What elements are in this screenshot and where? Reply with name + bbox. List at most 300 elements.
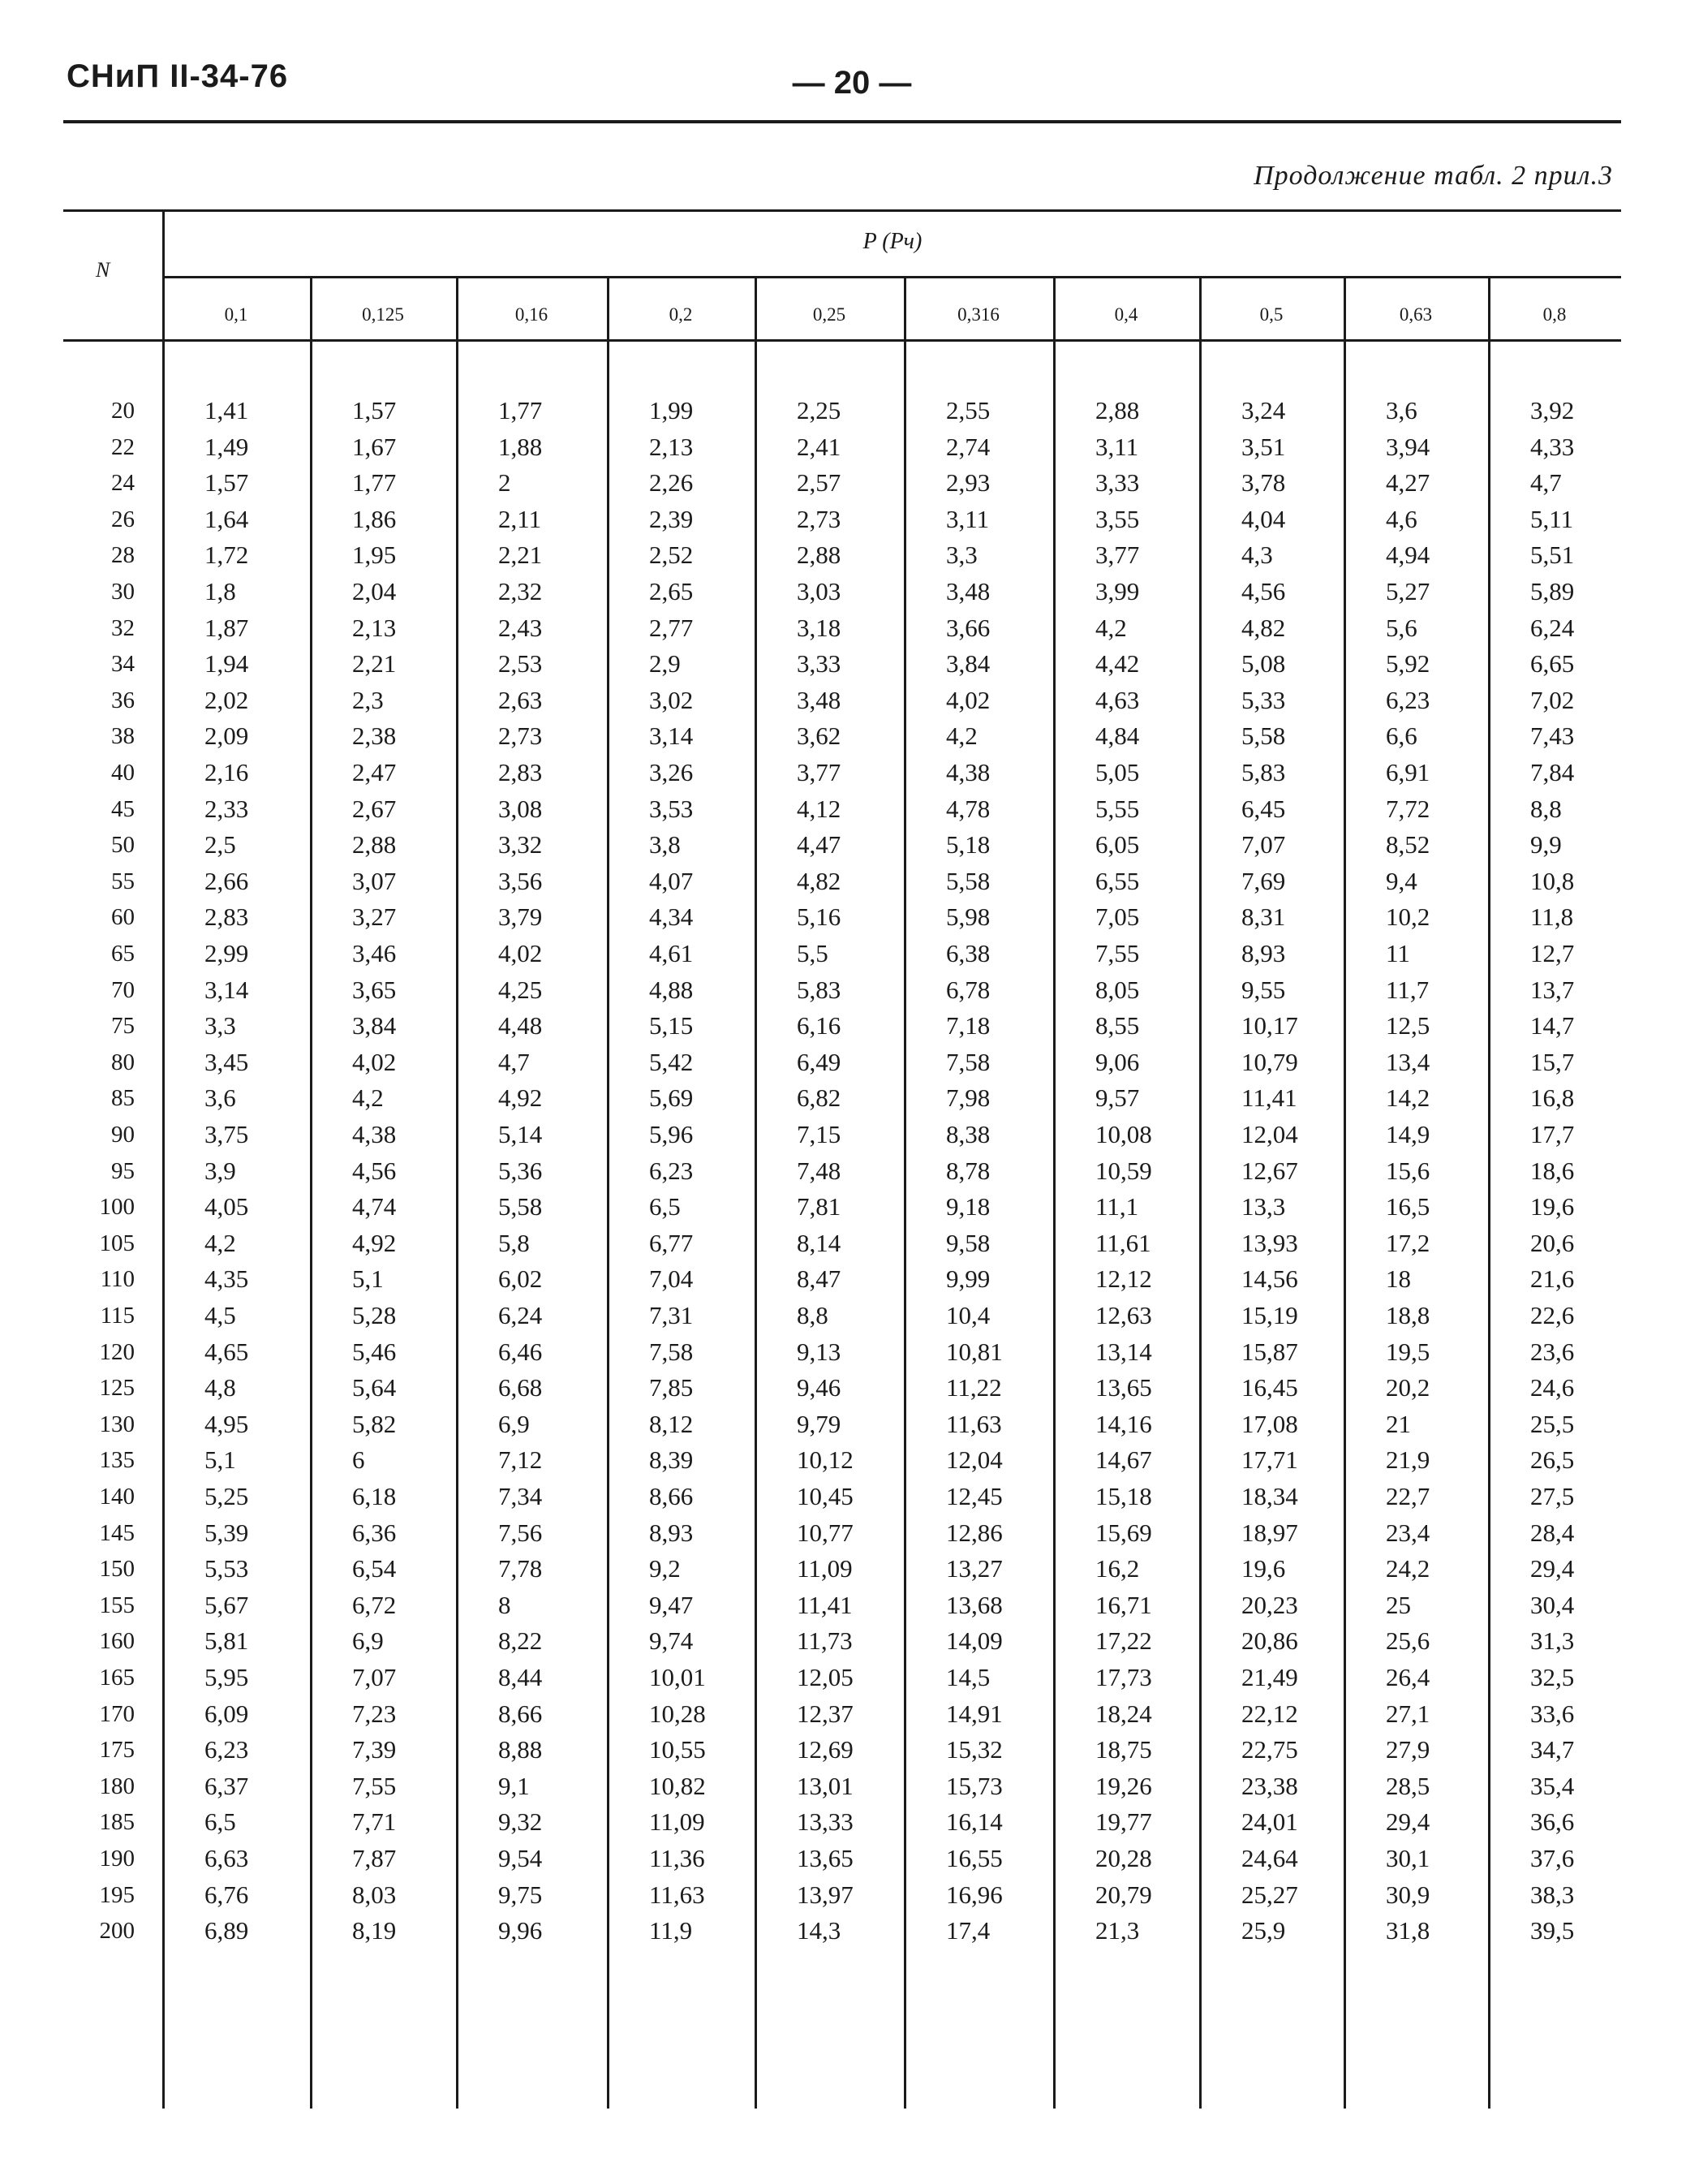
table-cell: 16,45 bbox=[1241, 1373, 1298, 1402]
table-cell: 2,41 bbox=[797, 432, 841, 461]
table-cell: 3,51 bbox=[1241, 432, 1286, 461]
table-cell: 3,24 bbox=[1241, 396, 1286, 424]
table-cell: 3,11 bbox=[946, 504, 990, 533]
table-cell: 11,61 bbox=[1095, 1228, 1151, 1257]
table-cell: 3,92 bbox=[1530, 396, 1575, 424]
table-cell: 6,77 bbox=[649, 1228, 694, 1257]
table-cell: 3,11 bbox=[1095, 432, 1139, 461]
table-cell: 13,33 bbox=[797, 1807, 854, 1837]
table-cell: 14,2 bbox=[1386, 1083, 1430, 1113]
column-rule bbox=[607, 276, 609, 2109]
table-cell: 25,6 bbox=[1386, 1626, 1430, 1656]
table-cell: 6,24 bbox=[1530, 613, 1575, 642]
table-cell: 8,19 bbox=[352, 1916, 397, 1945]
table-cell: 4,35 bbox=[204, 1264, 249, 1294]
row-label: 38 bbox=[111, 723, 135, 750]
table-cell: 2,83 bbox=[498, 758, 543, 786]
table-cell: 7,23 bbox=[352, 1699, 397, 1728]
table-cell: 13,65 bbox=[797, 1844, 854, 1872]
column-rule bbox=[904, 276, 906, 2109]
column-rule bbox=[162, 209, 165, 2109]
table-cell: 2,57 bbox=[797, 468, 841, 498]
column-header: 0,5 bbox=[1259, 304, 1284, 325]
table-cell: 4,82 bbox=[1241, 613, 1286, 642]
table-cell: 2,67 bbox=[352, 794, 397, 823]
table-cell: 3,26 bbox=[649, 758, 694, 786]
row-label: 150 bbox=[99, 1556, 135, 1583]
table-cell: 23,6 bbox=[1530, 1337, 1575, 1366]
table-cell: 4,7 bbox=[1530, 468, 1562, 498]
table-cell: 2,5 bbox=[204, 830, 236, 859]
table-cell: 17,71 bbox=[1241, 1445, 1298, 1475]
table-cell: 11 bbox=[1386, 939, 1410, 967]
table-cell: 10,4 bbox=[946, 1301, 991, 1329]
table-cell: 9,13 bbox=[797, 1337, 841, 1366]
row-label: 55 bbox=[111, 868, 135, 894]
table-cell: 16,14 bbox=[946, 1807, 1003, 1837]
table-cell: 14,56 bbox=[1241, 1264, 1298, 1294]
table-head-rule bbox=[63, 339, 1621, 342]
table-cell: 24,64 bbox=[1241, 1844, 1298, 1872]
table-cell: 1,95 bbox=[352, 541, 397, 570]
table-cell: 5,39 bbox=[204, 1518, 249, 1547]
table-cell: 22,6 bbox=[1530, 1301, 1575, 1329]
table-cell: 11,09 bbox=[797, 1554, 853, 1583]
table-cell: 8,38 bbox=[946, 1120, 991, 1148]
table-cell: 7,55 bbox=[352, 1771, 397, 1800]
table-cell: 15,18 bbox=[1095, 1482, 1152, 1510]
table-cell: 3,08 bbox=[498, 794, 543, 823]
table-cell: 3,02 bbox=[649, 685, 694, 714]
table-cell: 5,98 bbox=[946, 902, 991, 932]
table-cell: 6,68 bbox=[498, 1373, 543, 1402]
table-cell: 7,12 bbox=[498, 1445, 543, 1475]
table-cell: 9,1 bbox=[498, 1771, 530, 1800]
table-cell: 2,93 bbox=[946, 468, 991, 498]
table-cell: 2,9 bbox=[649, 649, 681, 678]
table-cell: 34,7 bbox=[1530, 1735, 1575, 1764]
table-cell: 10,2 bbox=[1386, 902, 1430, 932]
table-cell: 21,49 bbox=[1241, 1663, 1298, 1691]
table-cell: 5,96 bbox=[649, 1120, 694, 1148]
row-label: 20 bbox=[111, 398, 135, 424]
table-cell: 6,38 bbox=[946, 939, 991, 967]
table-cell: 4,48 bbox=[498, 1011, 543, 1040]
table-cell: 9,99 bbox=[946, 1264, 991, 1294]
table-cell: 8,52 bbox=[1386, 830, 1430, 859]
table-cell: 13,01 bbox=[797, 1771, 854, 1800]
table-cell: 4,56 bbox=[1241, 577, 1286, 605]
table-cell: 4,65 bbox=[204, 1337, 249, 1366]
table-cell: 21,9 bbox=[1386, 1445, 1430, 1475]
table-cell: 4,95 bbox=[204, 1409, 249, 1438]
table-cell: 3,79 bbox=[498, 902, 543, 932]
table-cell: 21 bbox=[1386, 1409, 1411, 1438]
table-cell: 4,63 bbox=[1095, 685, 1140, 714]
table-cell: 5,1 bbox=[352, 1264, 384, 1294]
table-cell: 5,18 bbox=[946, 830, 991, 859]
table-cell: 2,66 bbox=[204, 866, 249, 895]
table-cell: 20,23 bbox=[1241, 1590, 1298, 1619]
table-cell: 7,04 bbox=[649, 1264, 694, 1294]
row-label: 95 bbox=[111, 1157, 135, 1184]
table-cell: 1,86 bbox=[352, 504, 397, 533]
table-cell: 10,79 bbox=[1241, 1047, 1298, 1076]
table-cell: 5,14 bbox=[498, 1120, 543, 1148]
row-label: 135 bbox=[99, 1447, 135, 1474]
column-header: 0,63 bbox=[1399, 304, 1433, 325]
row-label: 190 bbox=[99, 1846, 135, 1872]
table-cell: 10,8 bbox=[1530, 866, 1575, 895]
page-number: — 20 — bbox=[792, 65, 912, 101]
table-cell: 4,8 bbox=[204, 1373, 236, 1402]
table-cell: 1,77 bbox=[352, 468, 397, 498]
table-cell: 6,37 bbox=[204, 1771, 249, 1800]
table-cell: 9,46 bbox=[797, 1373, 841, 1402]
table-cell: 2,88 bbox=[1095, 396, 1140, 424]
table-cell: 27,1 bbox=[1386, 1699, 1430, 1728]
column-rule bbox=[1199, 276, 1202, 2109]
table-cell: 5,69 bbox=[649, 1083, 694, 1113]
row-label: 80 bbox=[111, 1049, 135, 1075]
table-cell: 23,4 bbox=[1386, 1518, 1430, 1547]
row-label: 140 bbox=[99, 1484, 135, 1510]
table-cell: 3,03 bbox=[797, 577, 841, 605]
table-cell: 16,8 bbox=[1530, 1083, 1575, 1113]
table-cell: 14,5 bbox=[946, 1663, 991, 1691]
table-cell: 13,27 bbox=[946, 1554, 1003, 1583]
table-cell: 20,28 bbox=[1095, 1844, 1152, 1872]
table-cell: 19,77 bbox=[1095, 1807, 1152, 1837]
table-cell: 1,8 bbox=[204, 577, 236, 605]
table-cell: 1,94 bbox=[204, 649, 249, 678]
table-cell: 5,81 bbox=[204, 1626, 249, 1656]
row-label: 185 bbox=[99, 1809, 135, 1836]
table-cell: 4,2 bbox=[1095, 613, 1127, 642]
table-cell: 2,09 bbox=[204, 722, 249, 751]
table-cell: 7,98 bbox=[946, 1083, 991, 1113]
table-cell: 2,3 bbox=[352, 685, 384, 714]
table-cell: 2,13 bbox=[649, 432, 694, 461]
table-cell: 15,87 bbox=[1241, 1337, 1298, 1366]
table-cell: 8,8 bbox=[797, 1301, 828, 1329]
table-cell: 6,23 bbox=[1386, 685, 1430, 714]
table-cell: 2,73 bbox=[498, 722, 543, 751]
table-cell: 3,14 bbox=[649, 722, 694, 751]
table-cell: 5,46 bbox=[352, 1337, 397, 1366]
table-cell: 15,32 bbox=[946, 1735, 1003, 1764]
table-cell: 4,05 bbox=[204, 1192, 249, 1221]
table-cell: 1,88 bbox=[498, 432, 543, 461]
table-cell: 2,25 bbox=[797, 396, 841, 424]
table-cell: 4,2 bbox=[946, 722, 978, 751]
table-cell: 12,45 bbox=[946, 1482, 1003, 1510]
table-cell: 2,11 bbox=[498, 504, 542, 533]
table-cell: 7,71 bbox=[352, 1807, 397, 1837]
table-cell: 13,4 bbox=[1386, 1047, 1430, 1076]
table-cell: 10,01 bbox=[649, 1663, 706, 1691]
table-cell: 24,6 bbox=[1530, 1373, 1575, 1402]
row-label: 110 bbox=[100, 1266, 135, 1293]
table-cell: 36,6 bbox=[1530, 1807, 1575, 1837]
table-cell: 2,65 bbox=[649, 577, 694, 605]
table-cell: 5,25 bbox=[204, 1482, 249, 1510]
table-cell: 15,6 bbox=[1386, 1156, 1430, 1185]
table-cell: 4,38 bbox=[352, 1120, 397, 1148]
table-cell: 2,21 bbox=[352, 649, 397, 678]
table-cell: 6,23 bbox=[204, 1735, 249, 1764]
table-cell: 6,5 bbox=[649, 1192, 681, 1221]
table-cell: 25,27 bbox=[1241, 1880, 1298, 1909]
table-cell: 5,33 bbox=[1241, 685, 1286, 714]
table-cell: 18,75 bbox=[1095, 1735, 1152, 1764]
table-cell: 5,95 bbox=[204, 1663, 249, 1691]
table-cell: 3,94 bbox=[1386, 432, 1430, 461]
table-cell: 9,9 bbox=[1530, 830, 1562, 859]
table-cell: 17,22 bbox=[1095, 1626, 1152, 1656]
table-cell: 5,8 bbox=[498, 1228, 530, 1257]
table-cell: 23,38 bbox=[1241, 1771, 1298, 1800]
table-cell: 4,56 bbox=[352, 1156, 397, 1185]
table-cell: 27,9 bbox=[1386, 1735, 1430, 1764]
table-cell: 7,72 bbox=[1386, 794, 1430, 823]
table-cell: 26,5 bbox=[1530, 1445, 1575, 1475]
column-rule bbox=[1053, 276, 1056, 2109]
table-cell: 20,79 bbox=[1095, 1880, 1152, 1909]
table-cell: 9,57 bbox=[1095, 1083, 1140, 1113]
table-cell: 26,4 bbox=[1386, 1663, 1430, 1691]
table-cell: 8,39 bbox=[649, 1445, 694, 1475]
row-label: 40 bbox=[111, 760, 135, 786]
row-label: 34 bbox=[111, 651, 135, 678]
table-cell: 11,9 bbox=[649, 1916, 693, 1945]
table-cell: 8,55 bbox=[1095, 1011, 1140, 1040]
table-cell: 11,22 bbox=[946, 1373, 1002, 1402]
column-header: 0,4 bbox=[1114, 304, 1138, 325]
column-rule bbox=[310, 276, 312, 2109]
table-cell: 5,58 bbox=[1241, 722, 1286, 751]
table-cell: 4,7 bbox=[498, 1047, 530, 1076]
table-cell: 16,2 bbox=[1095, 1554, 1140, 1583]
table-cell: 7,31 bbox=[649, 1301, 694, 1329]
column-rule bbox=[1344, 276, 1346, 2109]
table-cell: 11,73 bbox=[797, 1626, 853, 1656]
document-code: СНиП II-34-76 bbox=[67, 58, 289, 94]
table-cell: 16,5 bbox=[1386, 1192, 1430, 1221]
column-group-rule bbox=[162, 276, 1621, 278]
table-cell: 6,65 bbox=[1530, 649, 1575, 678]
table-cell: 3,07 bbox=[352, 866, 397, 895]
table-cell: 15,7 bbox=[1530, 1047, 1575, 1076]
table-cell: 2,88 bbox=[797, 541, 841, 570]
table-cell: 31,8 bbox=[1386, 1916, 1430, 1945]
table-cell: 28,4 bbox=[1530, 1518, 1575, 1547]
table-cell: 3,45 bbox=[204, 1047, 249, 1076]
table-cell: 3,77 bbox=[797, 758, 841, 786]
table-cell: 17,73 bbox=[1095, 1663, 1152, 1691]
table-cell: 5,89 bbox=[1530, 577, 1575, 605]
table-cell: 9,54 bbox=[498, 1844, 543, 1872]
table-cell: 2,83 bbox=[204, 902, 249, 932]
table-cell: 7,34 bbox=[498, 1482, 543, 1510]
table-cell: 16,96 bbox=[946, 1880, 1003, 1909]
row-label: 160 bbox=[99, 1628, 135, 1655]
table-cell: 7,55 bbox=[1095, 939, 1140, 967]
table-cell: 29,4 bbox=[1530, 1554, 1575, 1583]
table-cell: 10,81 bbox=[946, 1337, 1003, 1366]
table-cell: 12,86 bbox=[946, 1518, 1003, 1547]
column-rule bbox=[456, 276, 458, 2109]
table-cell: 1,64 bbox=[204, 504, 249, 533]
table-cell: 14,3 bbox=[797, 1916, 841, 1945]
table-cell: 6,55 bbox=[1095, 866, 1140, 895]
table-cell: 5,27 bbox=[1386, 577, 1430, 605]
table-cell: 1,67 bbox=[352, 432, 397, 461]
table-cell: 1,49 bbox=[204, 432, 249, 461]
table-cell: 1,41 bbox=[204, 396, 249, 424]
table-cell: 10,82 bbox=[649, 1771, 706, 1800]
table-cell: 30,9 bbox=[1386, 1880, 1430, 1909]
table-cell: 19,26 bbox=[1095, 1771, 1152, 1800]
column-header: 0,16 bbox=[514, 304, 548, 325]
table-cell: 12,05 bbox=[797, 1663, 854, 1691]
table-cell: 4,61 bbox=[649, 939, 694, 967]
table-cell: 5,11 bbox=[1530, 504, 1574, 533]
table-cell: 6,09 bbox=[204, 1699, 249, 1728]
table-cell: 12,7 bbox=[1530, 939, 1575, 967]
table-cell: 4,12 bbox=[797, 794, 841, 823]
row-label: 65 bbox=[111, 941, 135, 967]
table-cell: 1,87 bbox=[204, 613, 249, 642]
table-cell: 4,2 bbox=[352, 1083, 384, 1113]
table-cell: 30,1 bbox=[1386, 1844, 1430, 1872]
row-label: 195 bbox=[99, 1881, 135, 1908]
table-cell: 7,18 bbox=[946, 1011, 991, 1040]
table-cell: 14,7 bbox=[1530, 1011, 1575, 1040]
table-cell: 20,2 bbox=[1386, 1373, 1430, 1402]
table-cell: 6,46 bbox=[498, 1337, 543, 1366]
table-cell: 2,55 bbox=[946, 396, 991, 424]
table-cell: 19,5 bbox=[1386, 1337, 1430, 1366]
table-cell: 25 bbox=[1386, 1590, 1411, 1619]
row-label: 45 bbox=[111, 795, 135, 822]
table-cell: 9,75 bbox=[498, 1880, 543, 1909]
table-cell: 11,7 bbox=[1386, 975, 1430, 1004]
table-cell: 5,28 bbox=[352, 1301, 397, 1329]
table-cell: 18,6 bbox=[1530, 1156, 1575, 1185]
table-cell: 7,07 bbox=[352, 1663, 397, 1691]
table-cell: 11,41 bbox=[797, 1590, 853, 1619]
table-cell: 6,18 bbox=[352, 1482, 397, 1510]
row-label: 50 bbox=[111, 832, 135, 859]
table-cell: 7,58 bbox=[649, 1337, 694, 1366]
table-cell: 8,12 bbox=[649, 1409, 694, 1438]
row-label: 175 bbox=[99, 1737, 135, 1764]
table-cell: 4,3 bbox=[1241, 541, 1273, 570]
table-cell: 5,36 bbox=[498, 1156, 543, 1185]
table-cell: 3,6 bbox=[1386, 396, 1417, 424]
table-cell: 24,01 bbox=[1241, 1807, 1298, 1837]
table-cell: 1,77 bbox=[498, 396, 543, 424]
row-label: 85 bbox=[111, 1085, 135, 1112]
table-cell: 3,32 bbox=[498, 830, 543, 859]
table-cell: 37,6 bbox=[1530, 1844, 1575, 1872]
table-cell: 2,16 bbox=[204, 758, 249, 786]
table-cell: 10,45 bbox=[797, 1482, 854, 1510]
table-cell: 10,28 bbox=[649, 1699, 706, 1728]
table-cell: 2,63 bbox=[498, 685, 543, 714]
table-cell: 3,6 bbox=[204, 1083, 236, 1113]
table-cell: 12,12 bbox=[1095, 1264, 1152, 1294]
table-cell: 9,55 bbox=[1241, 975, 1286, 1004]
table-cell: 2,47 bbox=[352, 758, 397, 786]
row-label: 28 bbox=[111, 542, 135, 569]
table-cell: 1,57 bbox=[204, 468, 249, 498]
table-cell: 2,33 bbox=[204, 794, 249, 823]
table-cell: 6,78 bbox=[946, 975, 991, 1004]
row-label: 115 bbox=[100, 1303, 135, 1329]
table-cell: 3,9 bbox=[204, 1156, 236, 1185]
table-cell: 13,7 bbox=[1530, 975, 1575, 1004]
table-cell: 10,55 bbox=[649, 1735, 706, 1764]
table-cell: 4,04 bbox=[1241, 504, 1286, 533]
table-cell: 4,34 bbox=[649, 902, 694, 932]
table-cell: 2,39 bbox=[649, 504, 694, 533]
table-cell: 20,86 bbox=[1241, 1626, 1298, 1656]
table-cell: 3,18 bbox=[797, 613, 841, 642]
table-cell: 6 bbox=[352, 1445, 365, 1475]
table-cell: 5,83 bbox=[797, 975, 841, 1004]
table-cell: 8 bbox=[498, 1590, 511, 1619]
table-cell: 2,74 bbox=[946, 432, 991, 461]
table-cell: 6,23 bbox=[649, 1156, 694, 1185]
table-cell: 9,96 bbox=[498, 1916, 543, 1945]
column-header: 0,316 bbox=[957, 304, 1000, 325]
table-cell: 19,6 bbox=[1241, 1554, 1286, 1583]
table-cell: 12,67 bbox=[1241, 1156, 1298, 1185]
table-cell: 5,53 bbox=[204, 1554, 249, 1583]
table-cell: 5,83 bbox=[1241, 758, 1286, 786]
row-label: 170 bbox=[99, 1700, 135, 1727]
table-cell: 22,7 bbox=[1386, 1482, 1430, 1510]
table-cell: 5,67 bbox=[204, 1590, 249, 1619]
table-cell: 6,6 bbox=[1386, 722, 1417, 751]
table-cell: 7,84 bbox=[1530, 758, 1575, 786]
table-cell: 4,38 bbox=[946, 758, 991, 786]
table-cell: 5,6 bbox=[1386, 613, 1417, 642]
table-cell: 13,14 bbox=[1095, 1337, 1152, 1366]
table-cell: 7,58 bbox=[946, 1047, 991, 1076]
table-cell: 7,43 bbox=[1530, 722, 1575, 751]
table-cell: 3,84 bbox=[352, 1011, 397, 1040]
row-label: 26 bbox=[111, 506, 135, 532]
table-cell: 1,99 bbox=[649, 396, 694, 424]
table-cell: 2,77 bbox=[649, 613, 694, 642]
row-label: 60 bbox=[111, 904, 135, 931]
table-cell: 9,18 bbox=[946, 1192, 991, 1221]
table-cell: 4,27 bbox=[1386, 468, 1430, 498]
table-cell: 9,74 bbox=[649, 1626, 694, 1656]
table-cell: 35,4 bbox=[1530, 1771, 1575, 1800]
table-cell: 7,15 bbox=[797, 1120, 841, 1148]
table-cell: 19,6 bbox=[1530, 1192, 1575, 1221]
table-cell: 32,5 bbox=[1530, 1663, 1575, 1691]
table-top-rule bbox=[63, 209, 1621, 212]
table-cell: 5,42 bbox=[649, 1047, 694, 1076]
table-cell: 3,48 bbox=[946, 577, 991, 605]
table-cell: 6,76 bbox=[204, 1880, 249, 1909]
row-label: 22 bbox=[111, 433, 135, 460]
